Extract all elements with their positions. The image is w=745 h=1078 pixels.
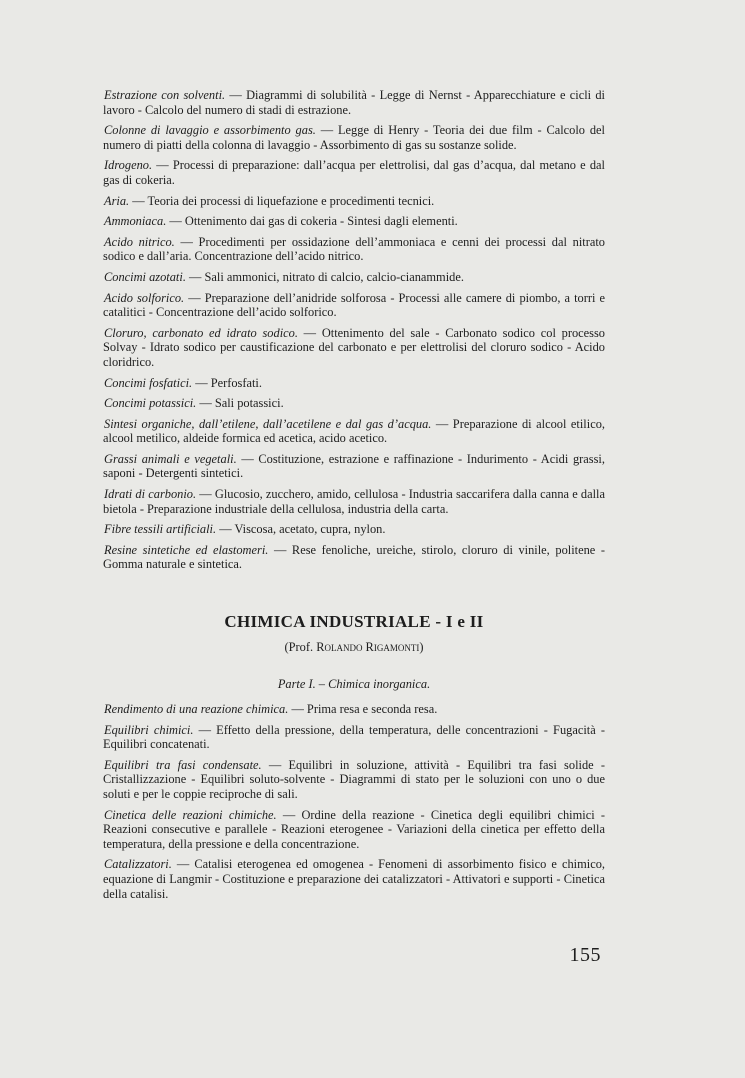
entry-cloruro: Cloruro, carbonato ed idrato sodico. — Ottenimento del sale - Carbonato sodico col processo Solvay - Idrato sodico per caustificazione del carbonato e per elettrolisi del cloruro sodico - Acido cloridrico. bbox=[103, 325, 605, 369]
entry-idrati-carbonio: Idrati di carbonio. — Glucosio, zucchero, amido, cellulosa - Industria saccarifera dalla canna e dalla bietola - Preparazione industriale della cellulosa, industria della carta. bbox=[103, 487, 605, 516]
entries-bottom bbox=[103, 702, 605, 901]
part-title: Parte I. – Chimica inorganica. bbox=[277, 677, 431, 692]
entry-fibre-tessili: Fibre tessili artificiali. — Viscosa, acetato, cupra, nylon. bbox=[104, 522, 386, 537]
section-title: CHIMICA INDUSTRIALE - I e II bbox=[224, 612, 484, 632]
entry-concimi-fosfatici: Concimi fosfatici. — Perfosfati. bbox=[104, 375, 262, 390]
entry-equilibri-fasi: Equilibri tra fasi condensate. — Equilibri in soluzione, attività - Equilibri tra fasi solide - Cristallizzazione - Equilibri soluto-solvente - Diagrammi di stato per le soluzioni con uno o due soluti e per le coppie reciproche di sali. bbox=[103, 757, 605, 801]
entry-estrazione: Estrazione con solventi. — Diagrammi di solubilità - Legge di Nernst - Apparecchiature e cicli di lavoro - Calcolo del numero di stadi di estrazione. bbox=[103, 88, 606, 117]
entry-colonne: Colonne di lavaggio e assorbimento gas. — Legge di Henry - Teoria dei due film - Calcolo del numero di piatti della colonna di lavaggio - Assorbimento di gas su sostanze solide. bbox=[103, 123, 605, 152]
page-number: 155 bbox=[569, 944, 601, 966]
entry-equilibri-chimici: Equilibri chimici. — Effetto della pressione, della temperatura, delle concentrazioni - Fugacità - Equilibri concatenati. bbox=[103, 722, 605, 752]
entries-top bbox=[103, 88, 605, 572]
entry-idrogeno: Idrogeno. — Processi di preparazione: dall’acqua per elettrolisi, dal gas d’acqua, dal metano e dal gas di cokeria. bbox=[103, 158, 605, 187]
entry-rendimento: Rendimento di una reazione chimica. — Prima resa e seconda resa. bbox=[104, 702, 438, 717]
entry-resine: Resine sintetiche ed elastomeri. — Rese fenoliche, ureiche, stirolo, cloruro di vinile, politene - Gomma naturale e sintetica. bbox=[103, 542, 605, 572]
entry-catalizzatori: Catalizzatori. — Catalisi eterogenea ed omogenea - Fenomeni di assorbimento fisico e chimico, equazione di Langmir - Costituzione e preparazione dei catalizzatori - Attivatori e supporti - Cinetica della catalisi. bbox=[103, 857, 605, 901]
entry-ammoniaca: Ammoniaca. — Ottenimento dai gas di cokeria - Sintesi dagli elementi. bbox=[104, 214, 458, 229]
entry-cinetica: Cinetica delle reazioni chimiche. — Ordine della reazione - Cinetica degli equilibri chimici - Reazioni consecutive e parallele - Reazioni eterogenee - Variazioni della cinetica per effetto della temperatura, della pressione e della concentrazione. bbox=[103, 807, 605, 851]
entry-acido-nitrico: Acido nitrico. — Procedimenti per ossidazione dell’ammoniaca e cenni dei processi dal nitrato sodico e dall’aria. Concentrazione dell’acido nitrico. bbox=[103, 234, 605, 264]
entry-acido-solforico: Acido solforico. — Preparazione dell’anidride solforosa - Processi alle camere di piombo, a torri e catalitici - Concentrazione dell’acido solforico. bbox=[103, 290, 605, 320]
entry-sintesi-organiche: Sintesi organiche, dall’etilene, dall’acetilene e dal gas d’acqua. — Preparazione di alcool etilico, alcool metilico, aldeide formica ed acetica, acido acetico. bbox=[103, 416, 605, 446]
entry-concimi-potassici: Concimi potassici. — Sali potassici. bbox=[104, 396, 284, 411]
entry-aria: Aria. — Teoria dei processi di liquefazione e procedimenti tecnici. bbox=[104, 193, 435, 208]
entry-concimi-azotati: Concimi azotati. — Sali ammonici, nitrato di calcio, calcio-cianammide. bbox=[104, 269, 464, 284]
entry-grassi: Grassi animali e vegetali. — Costituzione, estrazione e raffinazione - Indurimento - Acidi grassi, saponi - Detergenti sintetici. bbox=[103, 451, 605, 481]
section-professor: (Prof. Rolando Rigamonti) bbox=[284, 640, 424, 655]
